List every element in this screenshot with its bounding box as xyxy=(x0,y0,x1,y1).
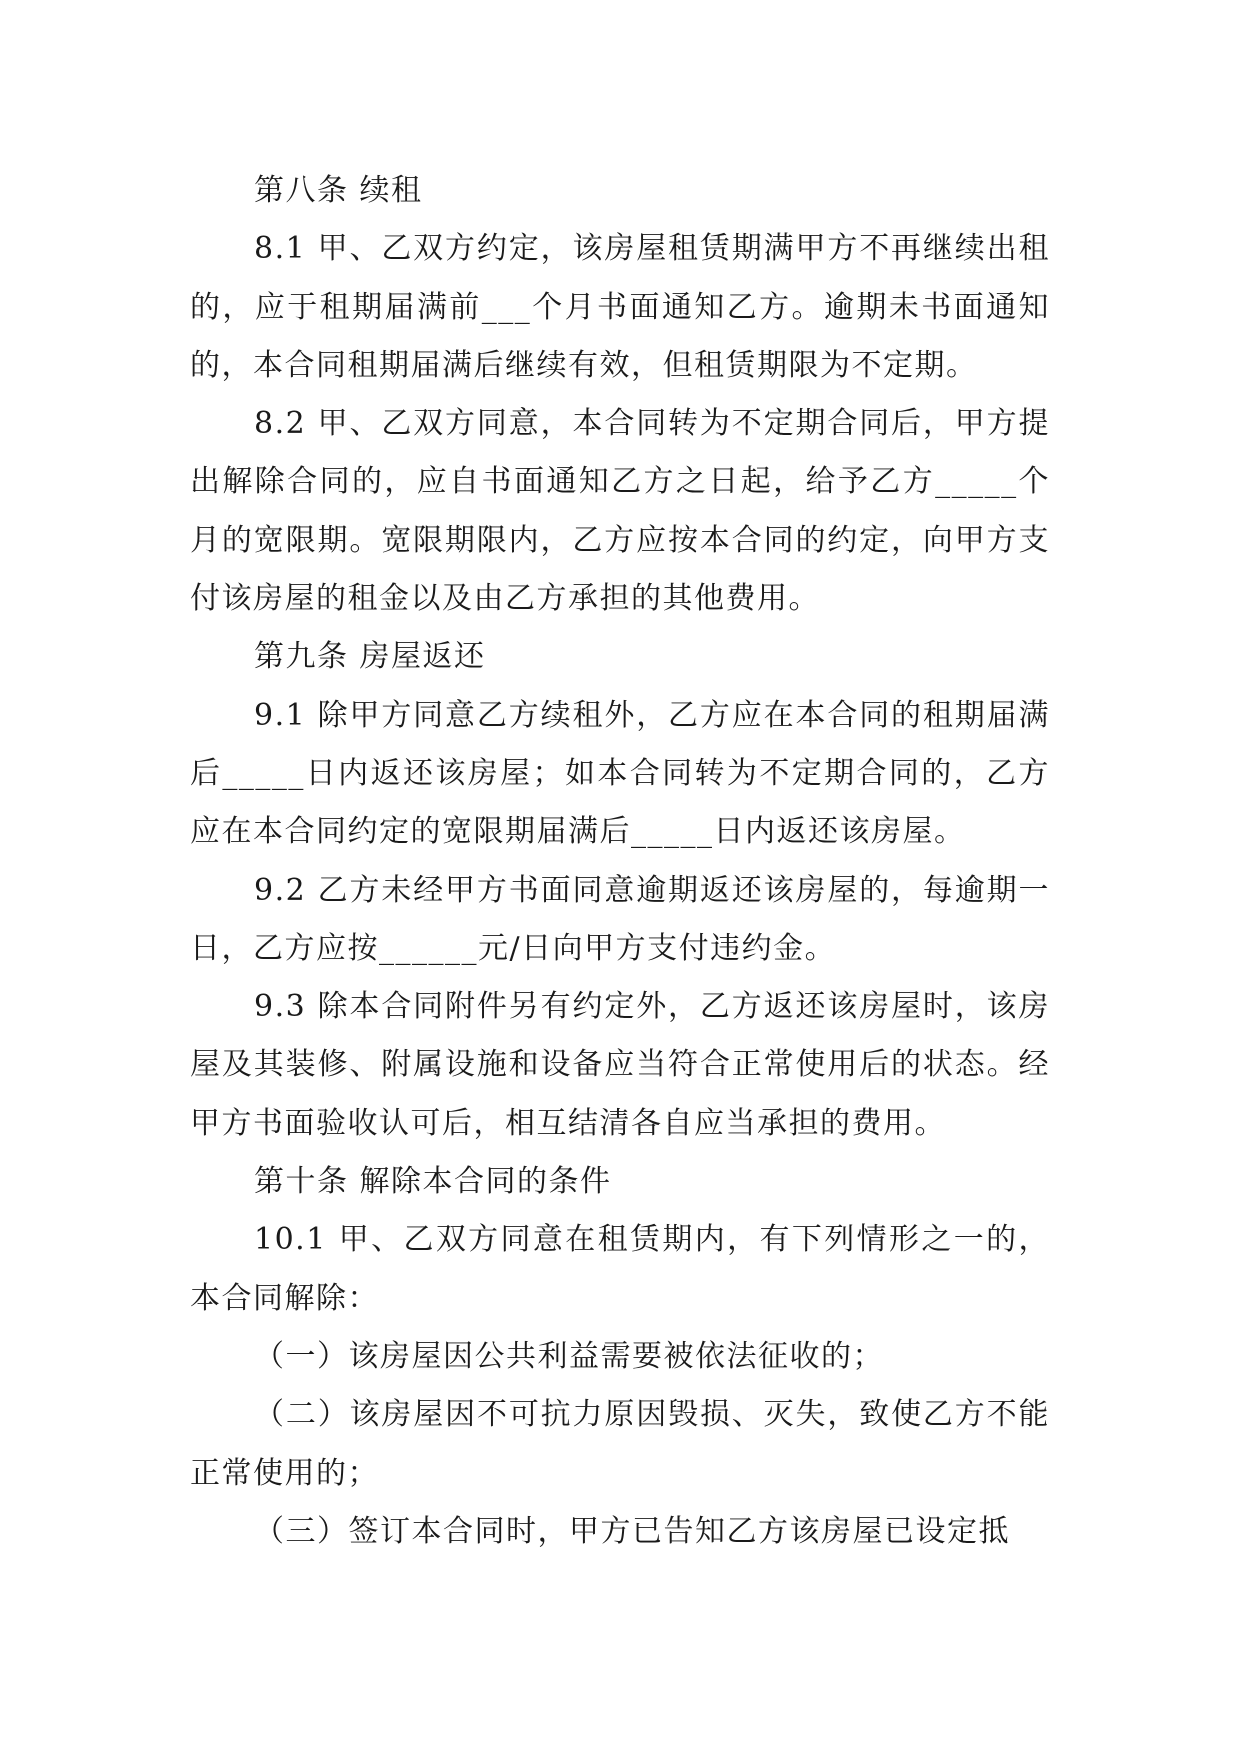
clause-10-1-item-1: （一）该房屋因公共利益需要被依法征收的； xyxy=(254,1338,884,1374)
clause-10-1-item-2: （二）该房屋因不可抗力原因毁损、灭失，致使乙方不能正常使用的； xyxy=(190,1397,1050,1491)
clause-10-1-item-3: （三）签订本合同时，甲方已告知乙方该房屋已设定抵 xyxy=(254,1513,1010,1549)
article-9-heading: 第九条 房屋返还 xyxy=(254,639,486,675)
clause-9-2: 9.2 乙方未经甲方书面同意逾期返还该房屋的，每逾期一日，乙方应按______元/日向甲方支付违约金。 xyxy=(190,872,1050,966)
article-8-heading: 第八条 续租 xyxy=(254,173,423,208)
clause-8-1: 8.1 甲、乙双方约定，该房屋租赁期满甲方不再继续出租的，应于租期届满前___个月书面通知乙方。逾期未书面通知的，本合同租期届满后继续有效，但租赁期限为不定期。 xyxy=(190,231,1050,383)
clause-9-1: 9.1 除甲方同意乙方续租外，乙方应在本合同的租期届满后_____日内返还该房屋；如本合同转为不定期合同的，乙方应在本合同约定的宽限期届满后_____日内返还该房屋。 xyxy=(190,697,1050,850)
document-body xyxy=(190,162,1050,1561)
clause-9-3: 9.3 除本合同附件另有约定外，乙方返还该房屋时，该房屋及其装修、附属设施和设备应当符合正常使用后的状态。经甲方书面验收认可后，相互结清各自应当承担的费用。 xyxy=(190,989,1050,1141)
clause-10-1: 10.1 甲、乙双方同意在租赁期内，有下列情形之一的，本合同解除： xyxy=(190,1222,1050,1316)
article-10-heading: 第十条 解除本合同的条件 xyxy=(254,1164,612,1200)
clause-8-2: 8.2 甲、乙双方同意，本合同转为不定期合同后，甲方提出解除合同的，应自书面通知乙方之日起，给予乙方_____个月的宽限期。宽限期限内，乙方应按本合同的约定，向甲方支付该房屋的租金以及由乙方承担的其他费用。 xyxy=(190,406,1050,617)
